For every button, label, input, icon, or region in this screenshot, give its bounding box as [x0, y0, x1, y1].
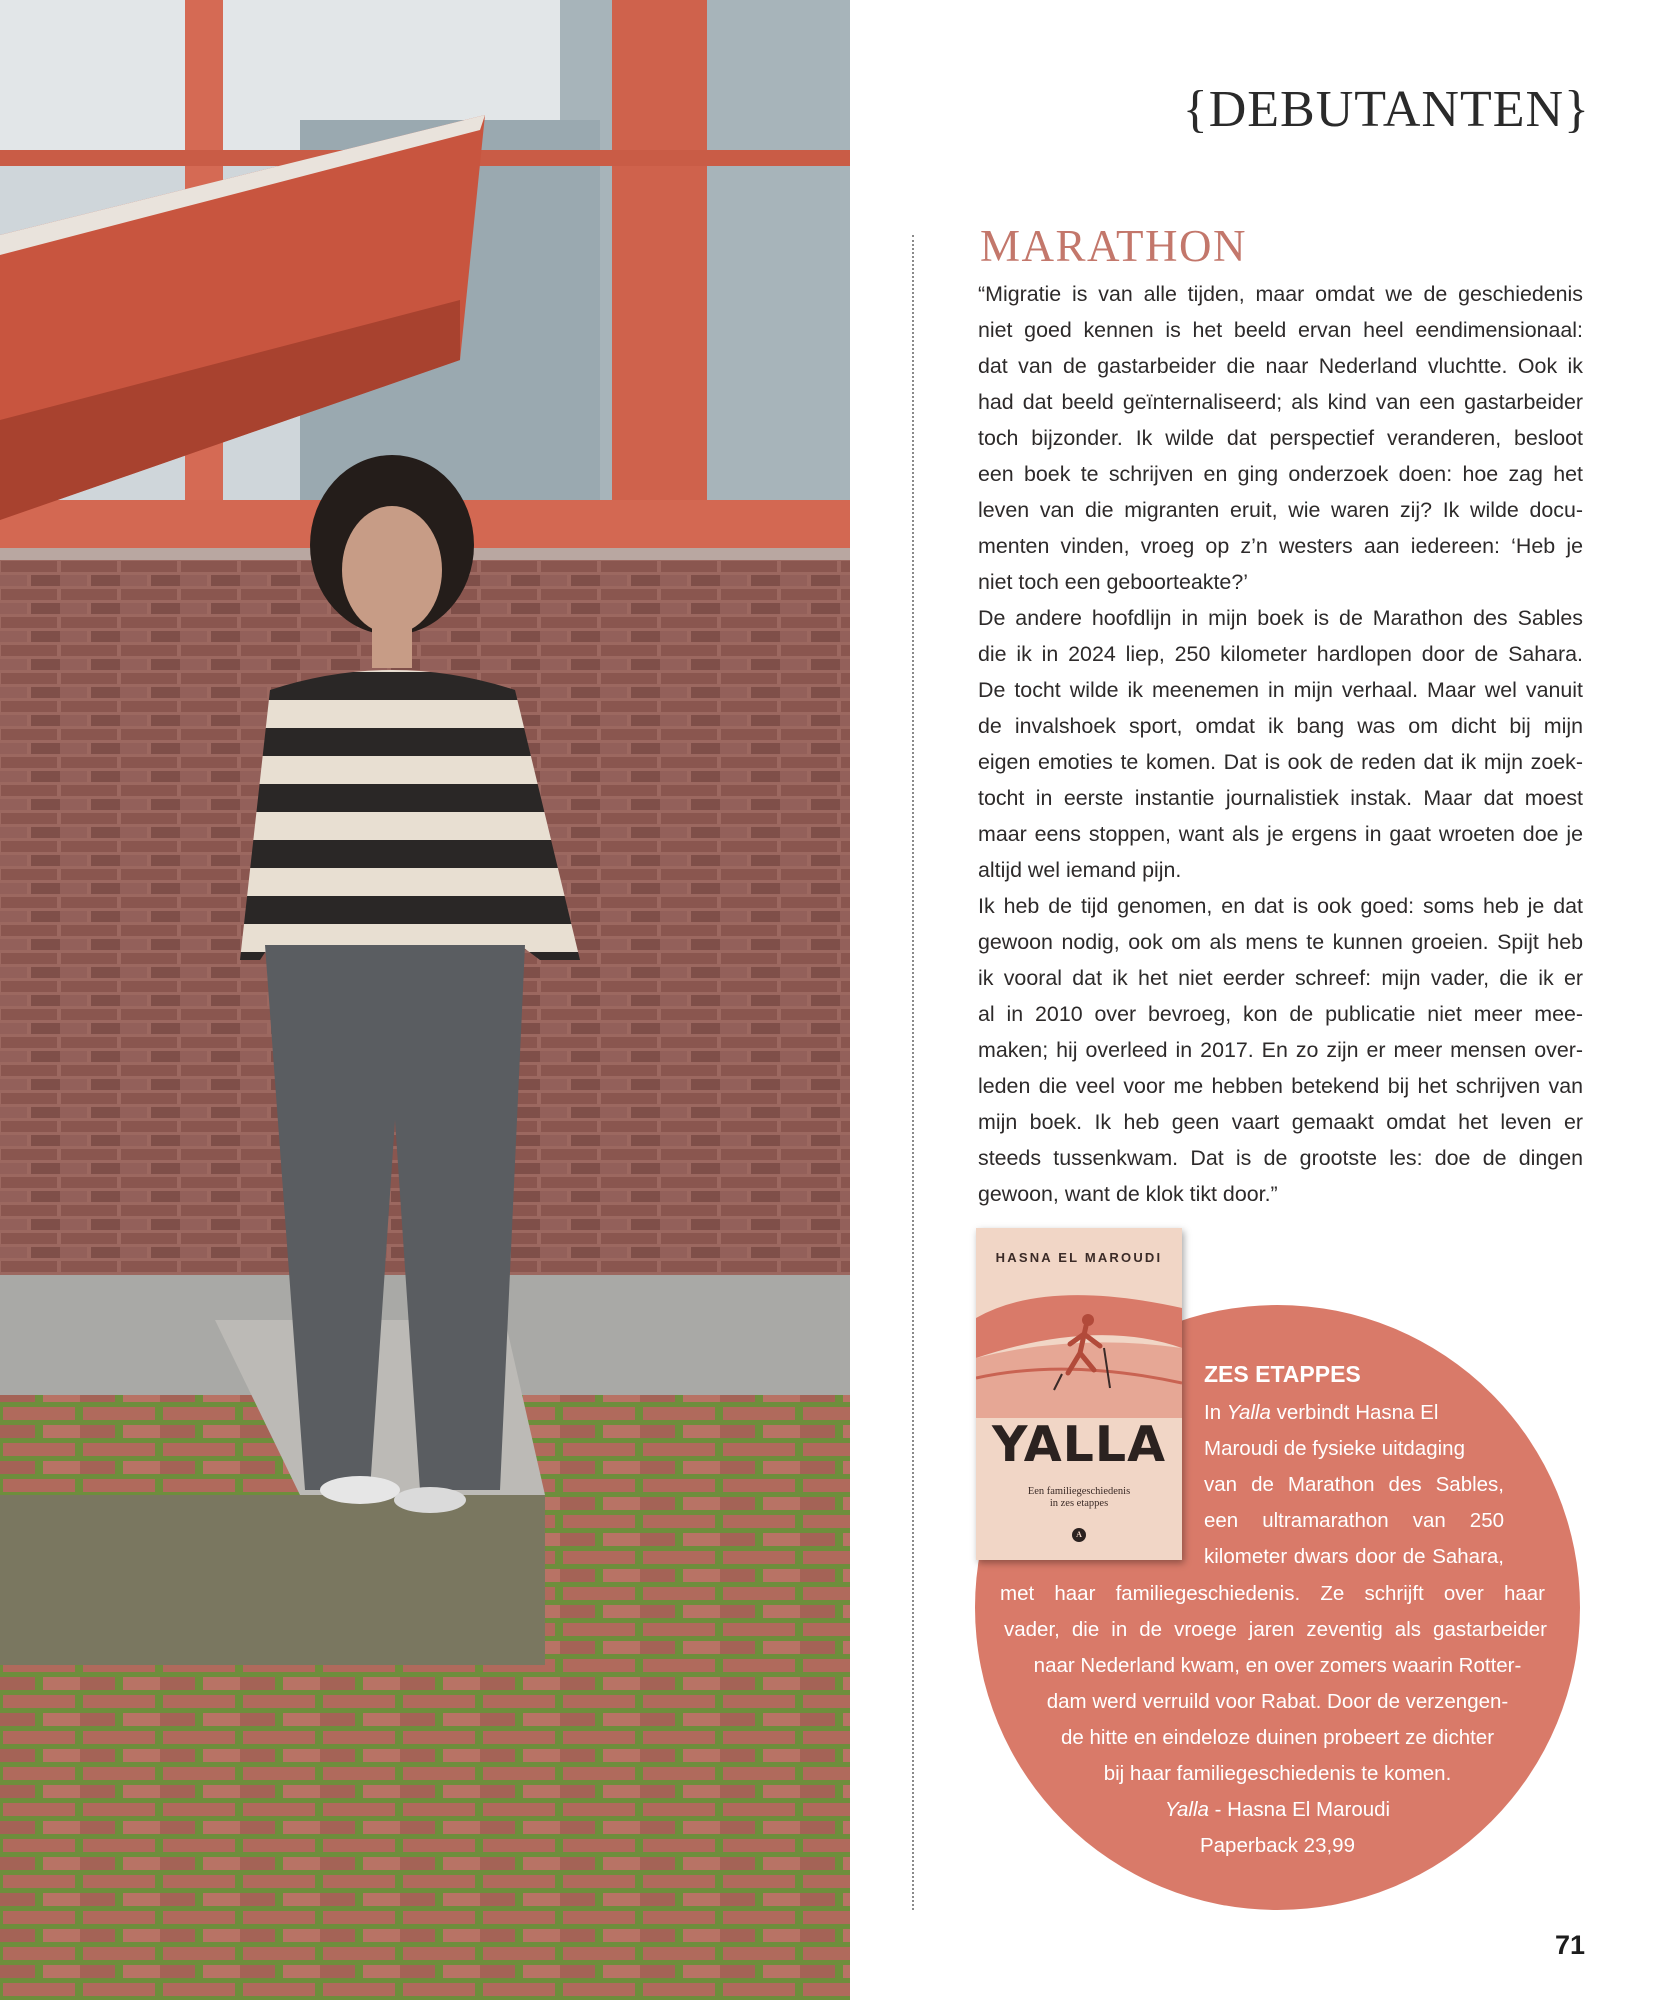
page-number: 71: [1554, 1930, 1585, 1960]
article-line: niet toch een geboorteakte?’: [978, 570, 1248, 594]
box-line: Maroudi de fysieke uitdaging: [1204, 1437, 1465, 1460]
box-line: bij haar familiegeschiedenis te komen.: [1103, 1762, 1452, 1785]
article-line: altijd wel iemand pijn.: [978, 858, 1182, 882]
box-line: een ultramarathon van 250: [1204, 1509, 1504, 1532]
article-line: steeds tussenkwam. Dat is de grootste les: doe de dingen: [978, 1146, 1583, 1170]
book-title: YALLA: [991, 1416, 1167, 1473]
box-line: dam werd verruild voor Rabat. Door de verzengen-: [1046, 1690, 1509, 1713]
book-subtitle-line2: in zes etappes: [1049, 1498, 1109, 1509]
book-title-italic: Yalla: [1226, 1401, 1271, 1424]
article-line: Ik heb de tijd genomen, en dat is ook goed: soms heb je dat: [978, 894, 1583, 918]
article-line: die ik in 2024 liep, 250 kilometer hardlopen door de Sahara.: [978, 642, 1583, 666]
article-line: ik vooral dat ik het niet eerder schreef: mijn vader, die ik er: [978, 966, 1583, 990]
article-line: tocht in eerste instantie journalistiek instak. Maar dat moest: [978, 786, 1583, 810]
article-line: maken; hij overleed in 2017. En zo zijn er meer mensen over-: [978, 1038, 1583, 1062]
box-line: kilometer dwars door de Sahara,: [1204, 1545, 1504, 1568]
article-line: gewoon, want de klok tikt door.”: [978, 1182, 1278, 1206]
article-line: de invalshoek sport, omdat ik bang was om dicht bij mijn: [978, 714, 1583, 738]
box-line: naar Nederland kwam, en over zomers waarin Rotter-: [1033, 1654, 1522, 1677]
book-author: HASNA EL MAROUDI: [995, 1250, 1163, 1265]
box-line: van de Marathon des Sables,: [1204, 1473, 1504, 1496]
column-divider: [912, 235, 914, 1910]
book-subtitle: [976, 1486, 1182, 1510]
article-line: eigen emoties te komen. Dat is ook de reden dat ik mijn zoek-: [978, 750, 1583, 774]
article-line: een boek te schrijven en ging onderzoek doen: hoe zag het: [978, 462, 1583, 486]
runner-illustration: [976, 1278, 1182, 1418]
article-line: menten vinden, vroeg op z’n westers aan iedereen: ‘Heb je: [978, 534, 1583, 558]
book-cover: [976, 1228, 1182, 1560]
article-line: niet goed kennen is het beeld ervan heel eendimensionaal:: [978, 318, 1583, 342]
box-line: de hitte en eindeloze duinen probeert ze dichter: [1060, 1726, 1495, 1749]
book-price: Paperback 23,99: [1199, 1834, 1355, 1857]
article-line: maar eens stoppen, want als je ergens in gaat wroeten doe je: [978, 822, 1583, 846]
box-line: In Yalla verbindt Hasna El: [1204, 1401, 1439, 1424]
article-line: al in 2010 over bevroeg, kon de publicatie niet meer mee-: [978, 1002, 1583, 1026]
article-line: “Migratie is van alle tijden, maar omdat we de geschiedenis: [978, 282, 1583, 306]
article-line: gewoon nodig, ook om als mens te kunnen groeien. Spijt heb: [978, 930, 1583, 954]
section-label: {DEBUTANTEN}: [1182, 81, 1590, 138]
article-line: De tocht wilde ik meenemen in mijn verhaal. Maar wel vanuit: [978, 678, 1583, 702]
book-credit: Yalla - Hasna El Maroudi: [1164, 1798, 1391, 1821]
publisher-logo-icon: A: [1072, 1528, 1086, 1542]
article-line: had dat beeld geïnternaliseerd; als kind van een gastarbeider: [978, 390, 1583, 414]
article-title: MARATHON: [980, 221, 1248, 271]
article-line: leven van die migranten eruit, wie waren zij? Ik wilde docu-: [978, 498, 1583, 522]
article-line: toch bijzonder. Ik wilde dat perspectief veranderen, besloot: [978, 426, 1583, 450]
article-line: mijn boek. Ik heb geen vaart gemaakt omdat het leven er: [978, 1110, 1583, 1134]
article-line: leden die veel voor me hebben betekend bij het schrijven van: [978, 1074, 1583, 1098]
article-line: De andere hoofdlijn in mijn boek is de Marathon des Sables: [978, 606, 1583, 630]
book-subtitle-line1: Een familiegeschiedenis: [1027, 1486, 1131, 1497]
box-heading: ZES ETAPPES: [1204, 1361, 1361, 1387]
box-line: vader, die in de vroege jaren zeventig als gastarbeider: [1004, 1618, 1547, 1641]
box-line: met haar familiegeschiedenis. Ze schrijft over haar: [1000, 1582, 1545, 1605]
article-line: dat van de gastarbeider die naar Nederland vluchtte. Ook ik: [978, 354, 1583, 378]
article-body: [978, 276, 1583, 1212]
